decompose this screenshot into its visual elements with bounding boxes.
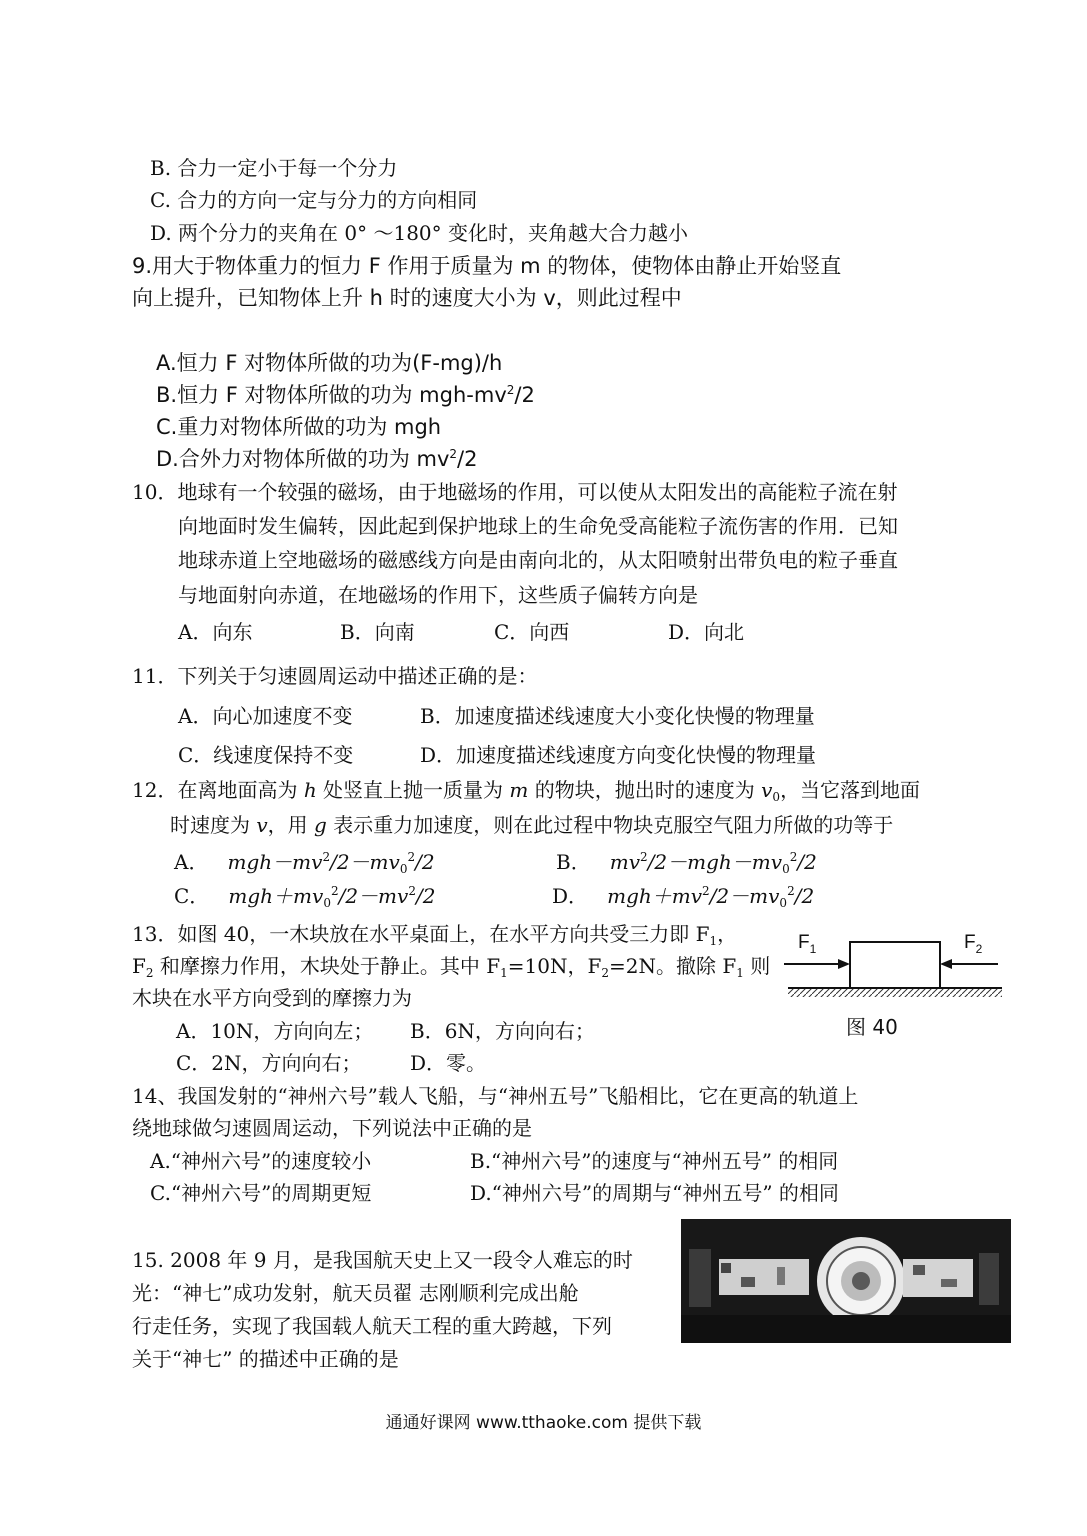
q13-stem-line3: 木块在水平方向受到的摩擦力为 xyxy=(132,986,412,1010)
q14-stem-line1: 14、我国发射的“神州六号”载人飞船，与“神州五号”飞船相比，它在更高的轨道上 xyxy=(132,1084,859,1108)
q14-option-c: C.“神州六号”的周期更短 xyxy=(150,1181,372,1205)
q10-stem-line2: 向地面时发生偏转，因此起到保护地球上的生命免受高能粒子流伤害的作用．已知 xyxy=(178,514,898,538)
q9-option-d: D.合外力对物体所做的功为 $mv^2/2$ xyxy=(156,447,478,471)
q13-option-a: A．10N，方向向左； xyxy=(176,1019,374,1043)
q15-stem-line1: 15. 2008 年 9 月，是我国航天史上又一段令人难忘的时 xyxy=(132,1248,633,1272)
q12-stem-line1: 12．在离地面高为 h 处竖直上抛一质量为 m 的物块，抛出时的速度为 $v_0$，当它落到地面 xyxy=(132,778,921,804)
q14-option-a: A.“神州六号”的速度较小 xyxy=(150,1149,372,1173)
q14-stem-line2: 绕地球做匀速圆周运动，下列说法中正确的是 xyxy=(132,1116,532,1140)
force-f1-arrow xyxy=(784,959,850,969)
q12-option-d: D． $mgh+mv^2/2-mv_0^2/2$ xyxy=(552,884,815,910)
q8-option-d: D. 两个分力的夹角在 0° ～180° 变化时，夹角越大合力越小 xyxy=(150,221,689,245)
q10-option-c: C．向西 xyxy=(494,620,570,644)
q13-stem-line2: $F_2$ 和摩擦力作用，木块处于静止。其中 $F_1=10N$，$F_2=2N$。撤除 $F_1$ 则 xyxy=(132,954,771,980)
figure-40-caption: 图 40 xyxy=(846,1015,898,1039)
q9-stem-line1: 9.用大于物体重力的恒力 F 作用于质量为 m 的物体，使物体由静止开始竖直 xyxy=(132,254,842,278)
q10-option-d: D．向北 xyxy=(668,620,745,644)
q12-option-c: C． $mgh+mv_0^2/2-mv^2/2$ xyxy=(174,884,436,910)
q13-stem-line1: 13．如图 40，一木块放在水平桌面上，在水平方向共受三力即 $F_1$， xyxy=(132,922,738,948)
q13-option-b: B．6N，方向向右； xyxy=(410,1019,595,1043)
q10-option-b: B．向南 xyxy=(340,620,415,644)
q12-option-b: B． $mv^2/2-mgh-mv_0^2/2$ xyxy=(556,850,817,876)
q15-stem-line2: 光：“神七”成功发射，航天员翟 志刚顺利完成出舱 xyxy=(132,1281,579,1305)
q8-option-c: C. 合力的方向一定与分力的方向相同 xyxy=(150,188,478,212)
wooden-block xyxy=(850,942,940,988)
page-footer: 通通好课网 www.tthaoke.com 提供下载 xyxy=(385,1413,702,1433)
q14-option-b: B.“神州六号”的速度与“神州五号” 的相同 xyxy=(470,1149,839,1173)
q9-option-a: A.恒力 F 对物体所做的功为(F-mg)/h xyxy=(156,351,503,375)
f1-label: $F_1$ xyxy=(798,932,817,956)
q11-option-b: B．加速度描述线速度大小变化快慢的物理量 xyxy=(420,704,815,728)
q8-option-b: B. 合力一定小于每一个分力 xyxy=(150,156,398,180)
q11-stem: 11．下列关于匀速圆周运动中描述正确的是： xyxy=(132,664,538,688)
q15-stem-line3: 行走任务，实现了我国载人航天工程的重大跨越，下列 xyxy=(132,1314,612,1338)
q10-stem-line4: 与地面射向赤道，在地磁场的作用下，这些质子偏转方向是 xyxy=(178,583,698,607)
q11-option-c: C．线速度保持不变 xyxy=(178,743,354,767)
q13-option-d: D．零。 xyxy=(410,1051,487,1075)
table-surface xyxy=(788,988,1002,997)
q13-option-c: C．2N，方向向右； xyxy=(176,1051,362,1075)
q15-stem-line4: 关于“神七” 的描述中正确的是 xyxy=(132,1347,399,1371)
q9-option-c: C.重力对物体所做的功为 mgh xyxy=(156,415,442,439)
shenzhou-7-photo xyxy=(681,1219,1011,1343)
f2-label: $F_2$ xyxy=(964,932,983,956)
q10-stem-line3: 地球赤道上空地磁场的磁感线方向是由南向北的，从太阳喷射出带负电的粒子垂直 xyxy=(178,548,898,572)
q12-option-a: A． $mgh-mv^2/2-mv_0^2/2$ xyxy=(174,850,435,876)
q10-stem-line1: 10．地球有一个较强的磁场，由于地磁场的作用，可以使从太阳发出的高能粒子流在射 xyxy=(132,480,898,504)
q9-stem-line2: 向上提升，已知物体上升 h 时的速度大小为 v，则此过程中 xyxy=(132,286,682,310)
q11-option-d: D．加速度描述线速度方向变化快慢的物理量 xyxy=(420,743,817,767)
force-f2-arrow xyxy=(940,959,998,969)
q14-option-d: D.“神州六号”的周期与“神州五号” 的相同 xyxy=(470,1181,839,1205)
q11-option-a: A．向心加速度不变 xyxy=(178,704,353,728)
figure-40-diagram xyxy=(776,922,1006,1006)
q10-option-a: A．向东 xyxy=(178,620,253,644)
q12-stem-line2: 时速度为 v，用 g 表示重力加速度，则在此过程中物块克服空气阻力所做的功等于 xyxy=(170,813,894,837)
q9-option-b: B.恒力 F 对物体所做的功为 mgh-$mv^2/2$ xyxy=(156,383,535,407)
